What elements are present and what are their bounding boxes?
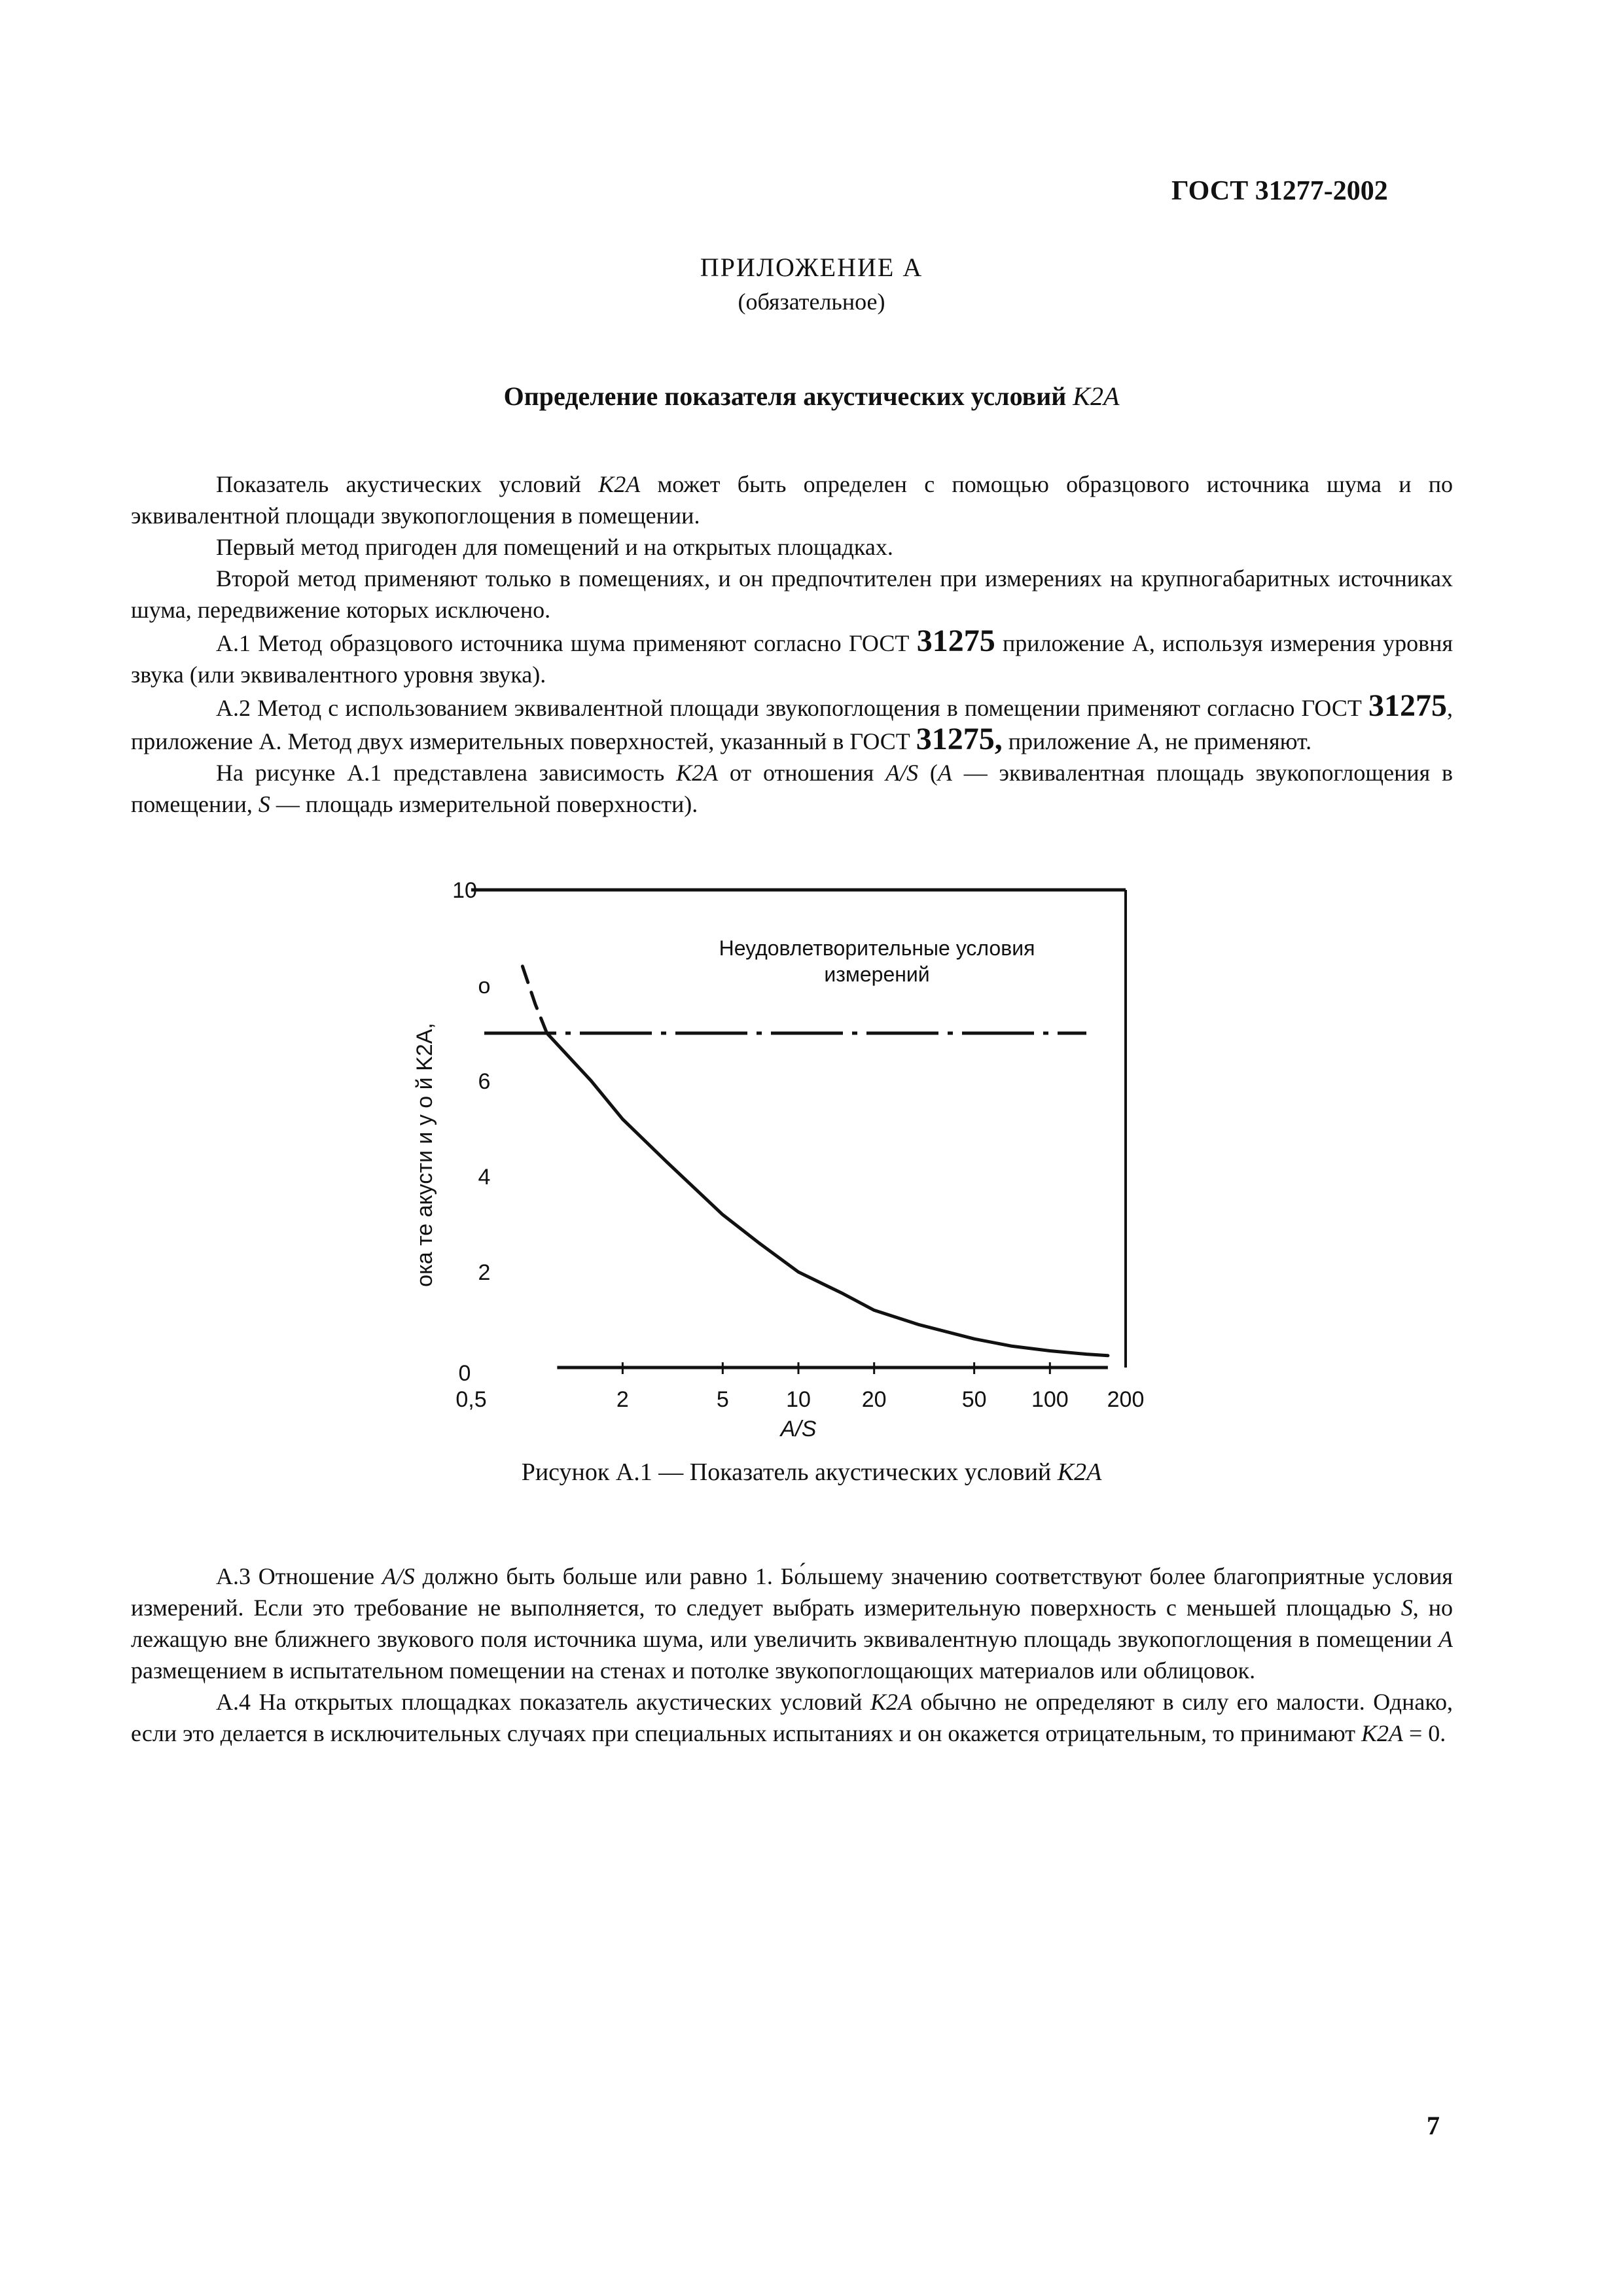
x-tick-label: 100 bbox=[1031, 1387, 1069, 1412]
annotation-line-1: Неудовлетворительные условия bbox=[719, 936, 1035, 960]
x-tick-label: 10 bbox=[786, 1387, 811, 1412]
paragraph-3: Второй метод применяют только в помещениях, и он предпочтителен при измерениях на крупногабаритных источниках шума, передвижение которых исключено. bbox=[131, 565, 1453, 623]
section-title-text: Определение показателя акустических условий bbox=[503, 381, 1073, 411]
section-title bbox=[0, 381, 1623, 412]
paragraph-a3: А.3 Отношение A/S должно быть больше или равно 1. Бо́льшему значению соответствуют более благоприятные условия измерений. Если это требование не выполняется, то следует выбрать измерительную поверхность с меньшей площадью S, но лежащую вне ближнего звукового поля источника шума, или увеличить эквивалентную площадь звукопоглощения в помещении A размещением в испытательном помещении на стенах и потолке звукопоглощающих материалов или облицовок. bbox=[131, 1563, 1454, 1684]
y-tick-label: 4 bbox=[478, 1165, 491, 1190]
paragraph-a1: А.1 Метод образцового источника шума применяют согласно ГОСТ 31275 приложение А, используя измерения уровня звука (или эквивалентного уровня звука). bbox=[131, 624, 1453, 688]
appendix-title: ПРИЛОЖЕНИЕ А bbox=[700, 253, 923, 282]
appendix-subtitle: (обязательное) bbox=[738, 289, 885, 315]
paragraph-2: Первый метод пригоден для помещений и на открытых площадках. bbox=[216, 534, 893, 560]
paragraph-1: Показатель акустических условий K2A может быть определен с помощью образцового источника шума и по эквивалентной площади звукопоглощения в помещении. bbox=[131, 471, 1453, 529]
x-tick-label: 2 bbox=[616, 1387, 629, 1412]
document-code: ГОСТ 31277-2002 bbox=[1171, 176, 1388, 206]
section-title-symbol: K2A bbox=[1073, 381, 1120, 411]
y-tick-label: 0 bbox=[458, 1361, 471, 1386]
page-number: 7 bbox=[1427, 2111, 1440, 2140]
x-tick-label: 50 bbox=[961, 1387, 987, 1412]
annotation-line-2: измерений bbox=[824, 963, 930, 986]
x-tick-label: 0,5 bbox=[455, 1387, 487, 1412]
x-axis-label: A/S bbox=[780, 1417, 817, 1441]
paragraph-figure-ref: На рисунке А.1 представлена зависимость K2A от отношения A/S (A — эквивалентная площадь звукопоглощения в помещении, S — площадь измерительной поверхности). bbox=[131, 760, 1453, 817]
x-tick-label: 200 bbox=[1107, 1387, 1145, 1412]
x-tick-label: 20 bbox=[861, 1387, 887, 1412]
body-text-bottom bbox=[131, 1561, 1453, 1749]
k2a-curve bbox=[547, 1033, 1108, 1356]
k2a-chart bbox=[393, 864, 1178, 1479]
body-text-top bbox=[131, 468, 1453, 820]
k2a-curve-dashed bbox=[522, 966, 546, 1033]
y-tick-label: 10 bbox=[452, 878, 477, 903]
y-tick-label: 6 bbox=[478, 1069, 491, 1094]
y-axis-label: ока те акусти и у о й K2A, bbox=[412, 1023, 437, 1287]
paragraph-a2: А.2 Метод с использованием эквивалентной площади звукопоглощения в помещении применяют согласно ГОСТ 31275, приложение А. Метод двух измерительных поверхностей, указанный в ГОСТ 31275, приложение А, не применяют. bbox=[131, 688, 1453, 756]
y-tick-label: 2 bbox=[478, 1260, 491, 1285]
paragraph-a4: А.4 На открытых площадках показатель акустических условий K2A обычно не определяют в силу его малости. Однако, если это делается в исключительных случаях при специальных испытаниях и он окажется отрицательным, то принимают K2A = 0. bbox=[131, 1689, 1453, 1746]
x-tick-label: 5 bbox=[716, 1387, 729, 1412]
y-tick-label: о bbox=[478, 974, 491, 998]
figure-caption: Рисунок А.1 — Показатель акустических условий K2A bbox=[521, 1458, 1102, 1486]
